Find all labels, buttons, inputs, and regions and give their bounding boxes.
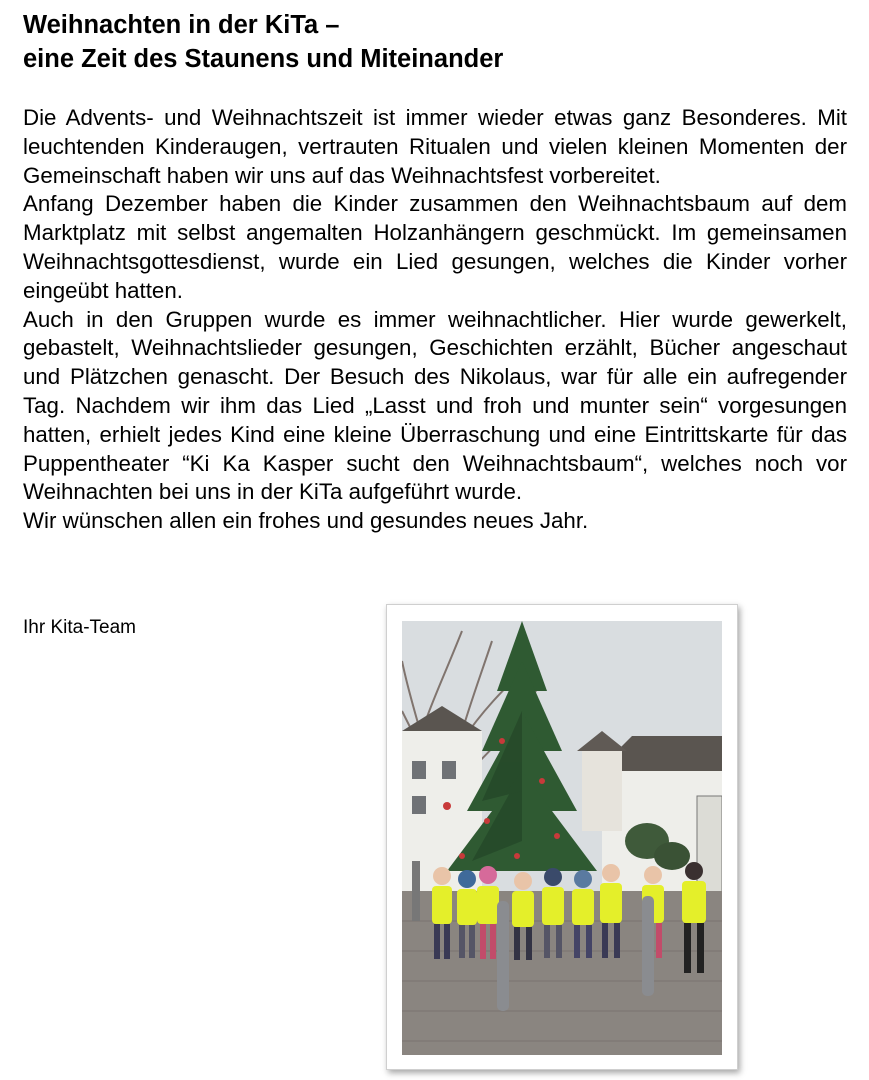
paragraph-december: Anfang Dezember haben die Kinder zusammen den Weihnachtsbaum auf dem Marktplatz mit selbst angemalten Holzanhängern geschmückt. Im gemeinsamen Weihnachtsgottesdienst, wurde ein Lied gesungen, welches die Kinder vorher eingeübt hatten. xyxy=(23,191,847,303)
paragraph-wishes: Wir wünschen allen ein frohes und gesundes neues Jahr. xyxy=(23,508,589,534)
article-title xyxy=(23,8,853,76)
signature: Ihr Kita-Team xyxy=(23,617,136,638)
group-photo xyxy=(402,621,722,1055)
title-line-2: eine Zeit des Staunens und Miteinander xyxy=(23,45,504,73)
photo-frame xyxy=(386,604,738,1070)
paragraph-intro: Die Advents- und Weihnachtszeit ist immer wieder etwas ganz Besonderes. Mit leuchtenden Kinderaugen, vertrauten Ritualen und vielen kleinen Momenten der Gemeinschaft haben wir uns auf das Weihnachtsfest vorbereitet. xyxy=(23,105,847,188)
article-body xyxy=(23,104,847,536)
title-line-1: Weihnachten in der KiTa – xyxy=(23,11,340,39)
paragraph-groups: Auch in den Gruppen wurde es immer weihnachtlicher. Hier wurde gewerkelt, gebastelt, Weihnachtslieder gesungen, Geschichten erzählt, Bücher angeschaut und Plätzchen genascht. Der Besuch des Nikolaus, war für alle ein aufregender Tag. Nachdem wir ihm das Lied „Lasst und froh und munter sein“ vorgesungen hatten, erhielt jedes Kind eine kleine Überraschung und eine Eintrittskarte für das Puppentheater “Ki Ka Kasper sucht den Weihnachtsbaum“, welches noch vor Weihnachten bei uns in der KiTa aufgeführt wurde. xyxy=(23,306,847,505)
